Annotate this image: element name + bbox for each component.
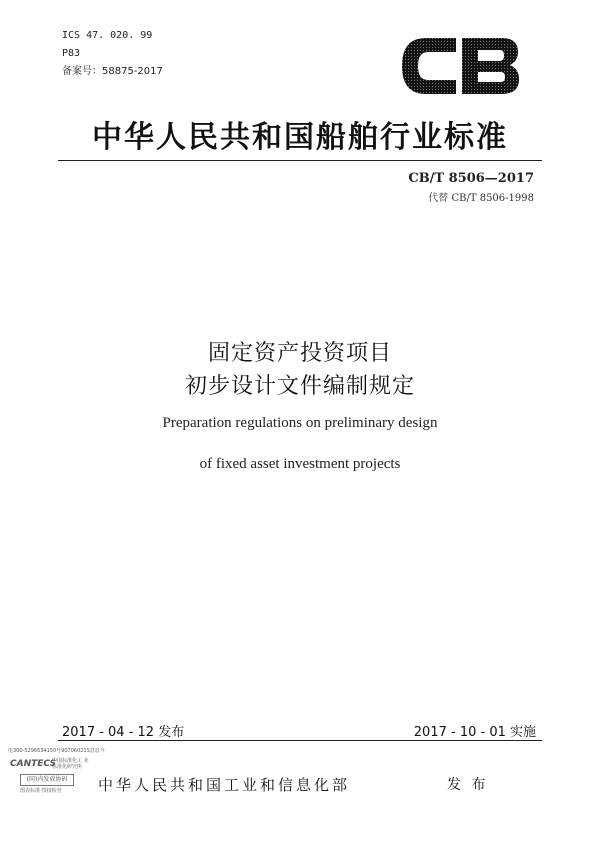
standard-title: 中华人民共和国船舶行业标准 — [92, 120, 508, 155]
top-divider — [58, 160, 542, 161]
cn-title-line2: 初步设计文件编制规定 — [184, 374, 415, 399]
en-title-line2: of fixed asset investment projects — [199, 456, 401, 472]
stamp-serial: 电300-5296634150号90706021S息息今 — [8, 748, 105, 754]
issue-label: 发 布 — [447, 777, 489, 793]
stamp-note: 图表标准 授权检登 — [20, 788, 62, 794]
implemented-date: 2017 - 10 - 01 实施 — [413, 725, 536, 740]
replaces-code: 代替 CB/T 8506-1998 — [428, 193, 534, 204]
cb-logo — [398, 34, 522, 98]
ics-code: ICS 47. 020. 99 — [62, 30, 153, 41]
issued-date: 2017 - 04 - 12 发布 — [62, 725, 185, 740]
bottom-divider — [58, 740, 542, 741]
stamp-box: (同)内发放协码 — [20, 774, 74, 786]
cn-title-line1: 固定资产投资项目 — [207, 341, 392, 366]
stamp-org: 中国标准化工 业标准化研究所 — [52, 758, 89, 770]
stamp-brand: CANTECS — [10, 759, 57, 769]
standard-code: CB/T 8506—2017 — [408, 171, 534, 186]
distribution-stamp — [8, 748, 105, 804]
category-code: P83 — [62, 48, 81, 59]
record-number: 备案号：58875-2017 — [62, 66, 163, 77]
en-title-line1: Preparation regulations on preliminary design — [162, 415, 438, 431]
issuing-ministry: 中华人民共和国工业和信息化部 — [98, 776, 351, 794]
